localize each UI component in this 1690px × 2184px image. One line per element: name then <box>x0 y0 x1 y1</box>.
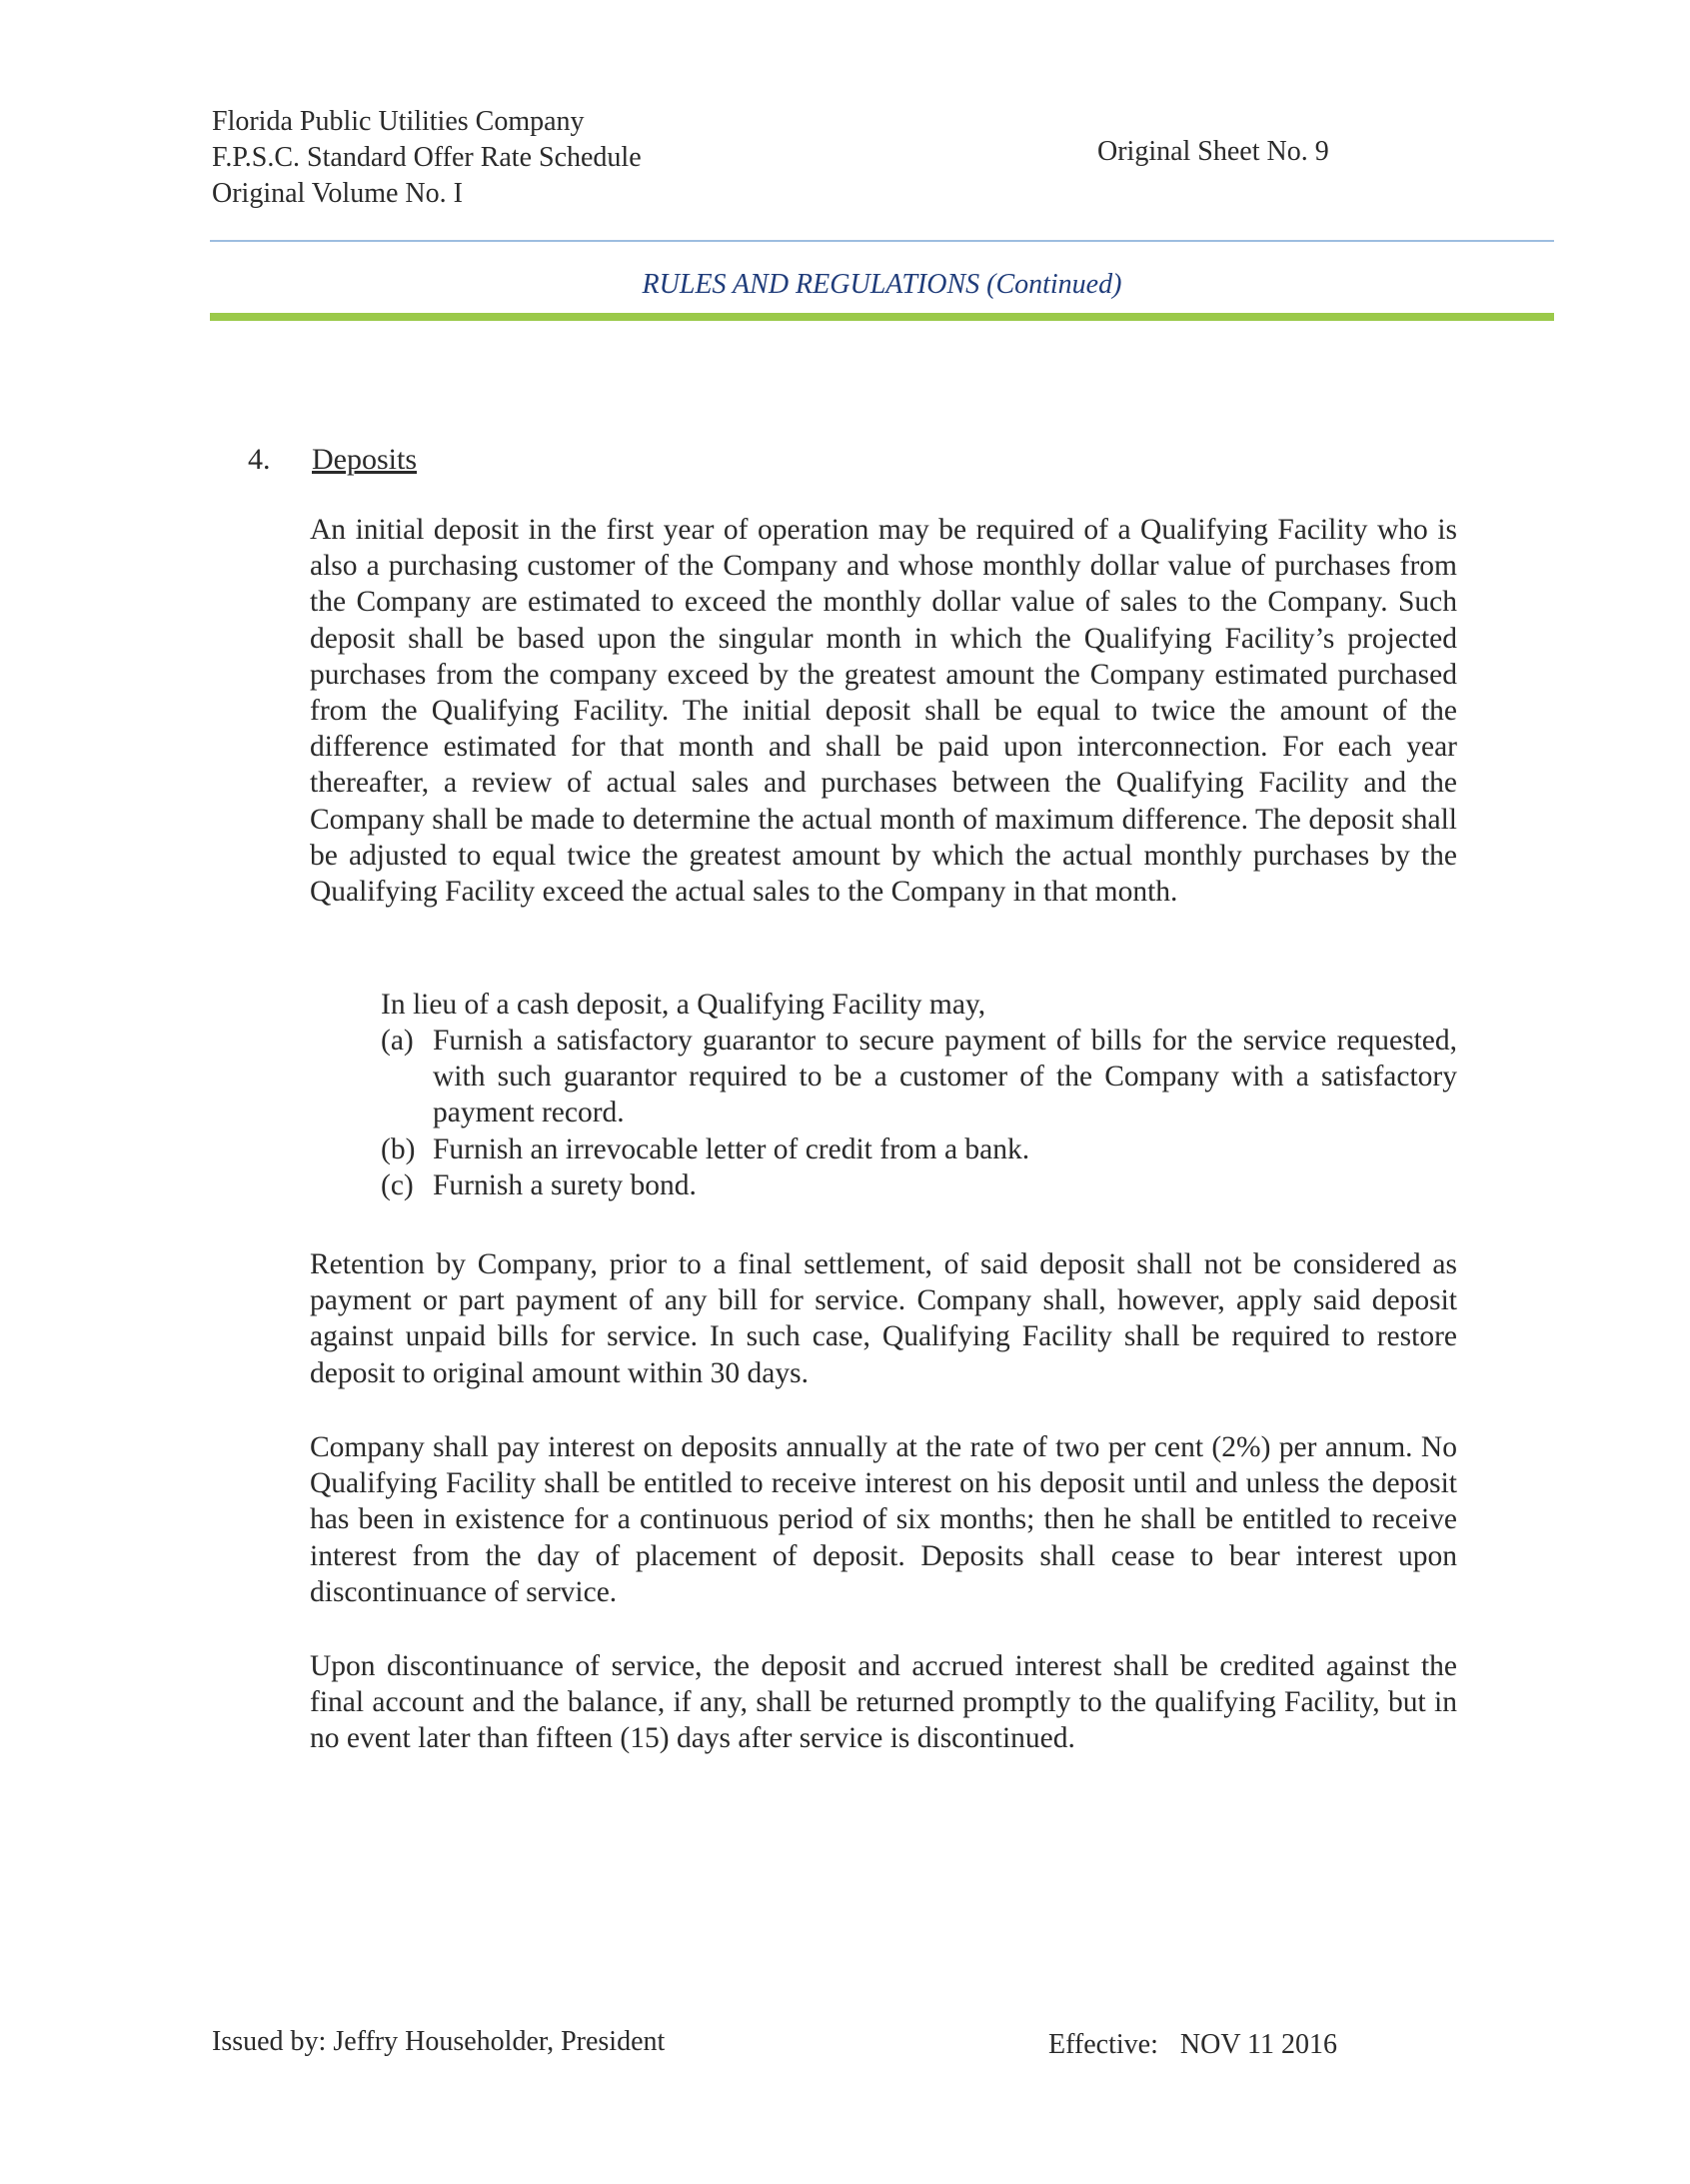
list-marker: (b) <box>381 1132 416 1165</box>
alternatives-list <box>381 1023 1457 1203</box>
list-item-text: Furnish a surety bond. <box>433 1168 697 1201</box>
list-marker: (a) <box>381 1025 414 1057</box>
effective-date-block <box>1048 2027 1337 2063</box>
section-heading-title: Deposits <box>312 443 417 476</box>
header-left <box>212 104 642 212</box>
list-item <box>381 1131 1457 1167</box>
list-intro: In lieu of a cash deposit, a Qualifying Facility may, <box>381 989 986 1021</box>
section-number: 4. <box>248 443 271 476</box>
sheet-number: Original Sheet No. 9 <box>1097 136 1329 167</box>
paragraph-discontinuance: Upon discontinuance of service, the deposit and accrued interest shall be credited against the final account and the balance, if any, shall be returned promptly to the qualifying Facility, but in no event later than fifteen (15) days after service is discontinued. <box>310 1650 1457 1755</box>
volume-number: Original Volume No. I <box>212 178 463 209</box>
section-title: RULES AND REGULATIONS (Continued) <box>642 269 1122 300</box>
header-divider-thick <box>210 313 1554 321</box>
list-item <box>381 1023 1457 1131</box>
effective-label: Effective: <box>1048 2029 1158 2060</box>
list-item-text: Furnish an irrevocable letter of credit from a bank. <box>433 1132 1030 1165</box>
section-heading <box>248 441 417 479</box>
paragraph-initial-deposit: An initial deposit in the first year of operation may be required of a Qualifying Facility who is also a purchasing customer of the Company and whose monthly dollar value of purchases from the Company are estimated to exceed the monthly dollar value of sales to the Company. Such deposit shall be based upon the singular month in which the Qualifying Facility’s projected purchases from the company exceed by the greatest amount the Company estimated purchased from the Qualifying Facility. The initial deposit shall be equal to twice the amount of the difference estimated for that month and shall be paid upon interconnection. For each year thereafter, a review of actual sales and purchases between the Qualifying Facility and the Company shall be made to determine the actual month of maximum difference. The deposit shall be adjusted to equal twice the greatest amount by which the actual monthly purchases by the Qualifying Facility exceed the actual sales to the Company in that month. <box>310 514 1457 909</box>
paragraph-interest: Company shall pay interest on deposits annually at the rate of two per cent (2%) per annum. No Qualifying Facility shall be entitled to receive interest on his deposit until and unless the deposit has been in existence for a continuous period of six months; then he shall be entitled to receive interest from the day of placement of deposit. Deposits shall cease to bear interest upon discontinuance of service. <box>310 1431 1457 1608</box>
rate-schedule: F.P.S.C. Standard Offer Rate Schedule <box>212 142 642 173</box>
list-item <box>381 1167 1457 1203</box>
effective-date: NOV 11 2016 <box>1179 2029 1337 2060</box>
list-marker: (c) <box>381 1168 414 1201</box>
header-divider-thin <box>210 240 1554 242</box>
company-name: Florida Public Utilities Company <box>212 106 585 137</box>
paragraph-retention: Retention by Company, prior to a final settlement, of said deposit shall not be considered as payment or part payment of any bill for service. Company shall, however, apply said deposit against unpaid bills for service. In such case, Qualifying Facility shall be required to restore deposit to original amount within 30 days. <box>310 1248 1457 1389</box>
list-item-text: Furnish a satisfactory guarantor to secure payment of bills for the service requested, with such guarantor required to be a customer of the Company with a satisfactory payment record. <box>433 1025 1457 1129</box>
issued-by: Issued by: Jeffry Householder, President <box>212 2026 666 2057</box>
